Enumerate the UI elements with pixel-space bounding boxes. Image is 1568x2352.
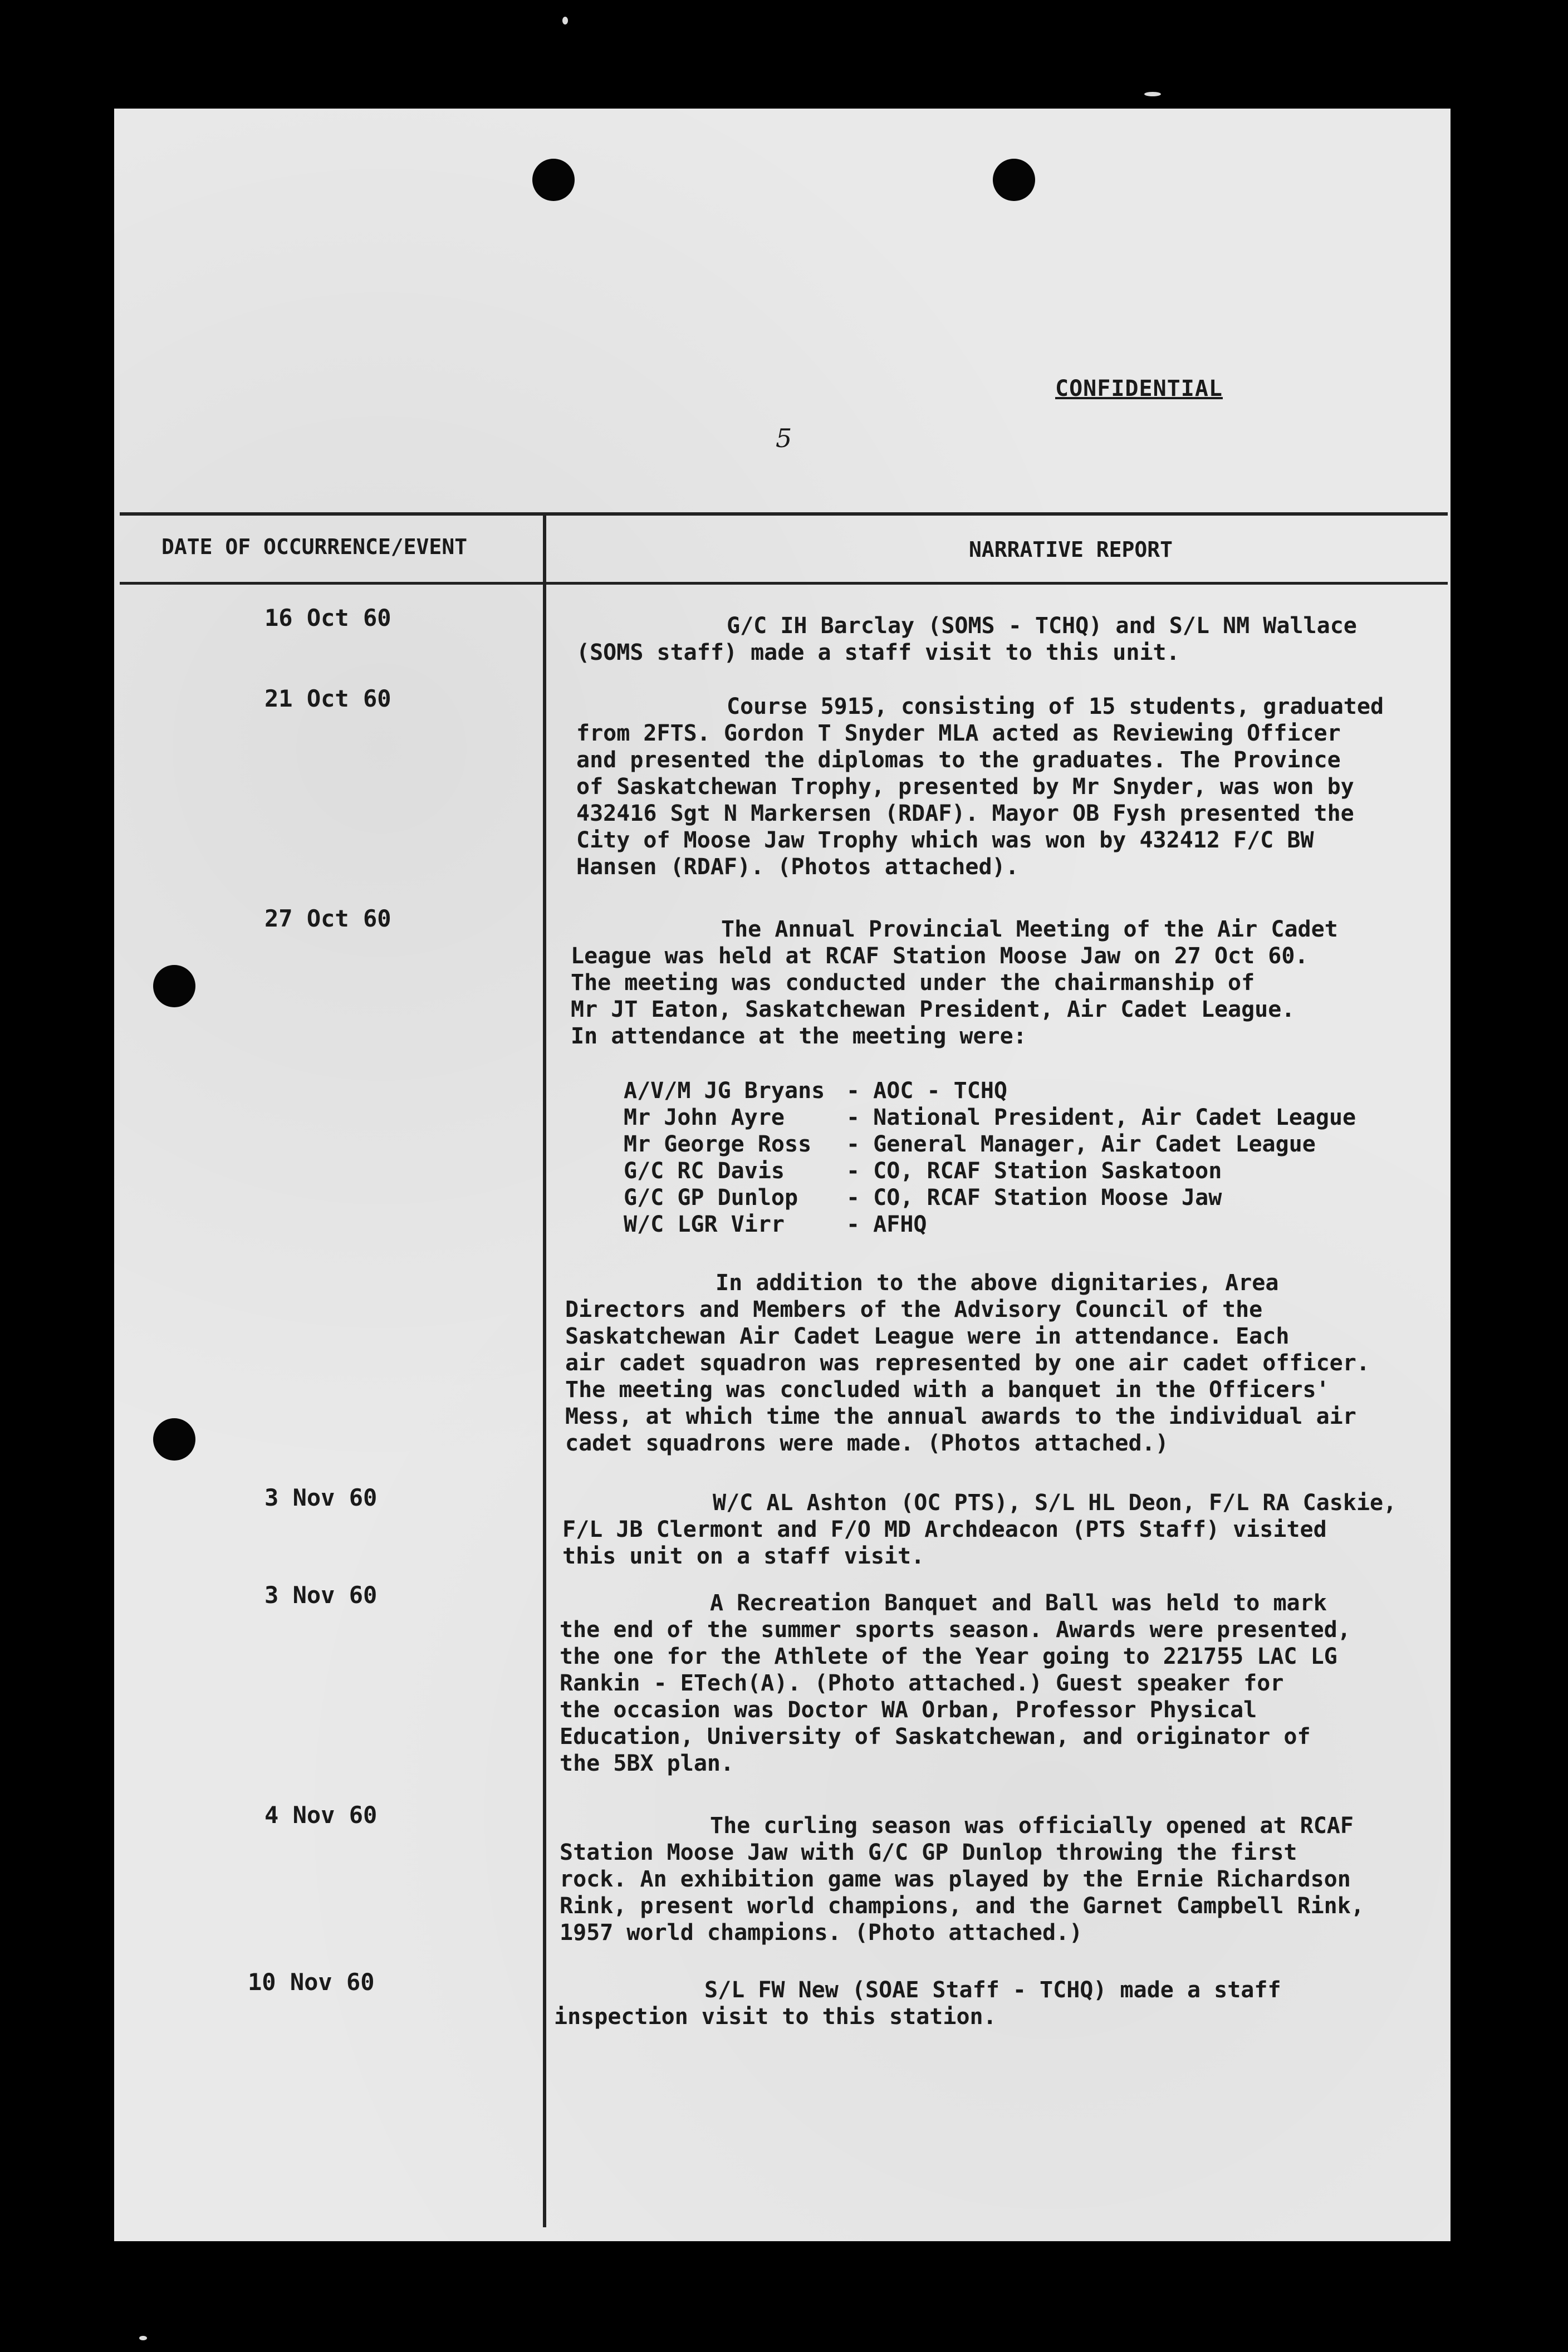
entry-text: Course 5915, consisting of 15 students, graduated from 2FTS. Gordon T Snyder MLA acted as Reviewing Officer and presented the diplomas to the graduates. The Province of Saskatchewan Trophy, presented by Mr Snyder, was won by 432416 Sgt N Markersen (RDAF). Mayor OB Fysh presented the City of Moose Jaw Trophy which was won by 432412 F/C BW Hansen (RDAF). (Photos attached). (576, 694, 1384, 880)
header-bottom-rule (120, 582, 1448, 585)
attendee-role: - National President, Air Cadet League (846, 1105, 1356, 1130)
attendee-role: - AFHQ (846, 1212, 927, 1237)
entry-date: 21 Oct 60 (264, 685, 391, 712)
scan-speck (1144, 92, 1161, 96)
entry-text-continued: In addition to the above dignitaries, Area Directors and Members of the Advisory Council of the Saskatchewan Air Cadet League were in attendance. Each air cadet squadron was represented by one air cadet officer. The meeting was concluded with a banquet in the Officers' Mess, at which time the annual awards to the individual air cadet squadrons were made. (Photos attached.) (565, 1270, 1370, 1456)
document-page (114, 109, 1451, 2241)
attendee-role: - General Manager, Air Cadet League (846, 1131, 1316, 1157)
attendee-name: Mr John Ayre (624, 1105, 785, 1130)
attendee-name: W/C LGR Virr (624, 1212, 785, 1237)
entry-date: 4 Nov 60 (264, 1801, 378, 1829)
entry-date: 3 Nov 60 (264, 1581, 378, 1609)
entry-date: 16 Oct 60 (264, 604, 391, 631)
attendee-name: G/C GP Dunlop (624, 1185, 798, 1211)
scan-speck (562, 17, 568, 24)
date-column-header: DATE OF OCCURRENCE/EVENT (161, 535, 468, 559)
punch-hole-side-lower (153, 1418, 195, 1461)
column-divider (543, 512, 546, 2227)
attendee-name: Mr George Ross (624, 1131, 812, 1157)
attendee-role: - CO, RCAF Station Saskatoon (846, 1158, 1222, 1184)
attendee-role: - AOC - TCHQ (846, 1078, 1007, 1104)
punch-hole-side-upper (153, 965, 195, 1007)
attendee-name: A/V/M JG Bryans (624, 1078, 825, 1104)
narrative-column-header: NARRATIVE REPORT (969, 537, 1173, 562)
document-header (114, 109, 1451, 515)
entry-text: W/C AL Ashton (OC PTS), S/L HL Deon, F/L RA Caskie, F/L JB Clermont and F/O MD Archdeacon (PTS Staff) visited this unit on a staff visit. (562, 1490, 1397, 1569)
entry-text: The Annual Provincial Meeting of the Air Cadet League was held at RCAF Station Moose Jaw on 27 Oct 60. The meeting was conducted under the chairmanship of Mr JT Eaton, Saskatchewan President, Air Cadet League. In attendance at the meeting were: (571, 917, 1338, 1049)
list-item (624, 1131, 1414, 1158)
table-top-rule (120, 512, 1448, 516)
entry-date: 27 Oct 60 (264, 905, 391, 932)
entry-text: A Recreation Banquet and Ball was held to mark the end of the summer sports season. Awards were presented, the one for the Athlete of the Year going to 221755 LAC LG Rankin - ETech(A). (Photo attached.) Guest speaker for the occasion was Doctor WA Orban, Professor Physical Education, University of Saskatchewan, and originator of the 5BX plan. (560, 1590, 1351, 1776)
list-item (624, 1184, 1414, 1211)
list-item (624, 1211, 1414, 1238)
scan-speck (139, 2336, 147, 2340)
classification-marking: CONFIDENTIAL (1055, 376, 1223, 401)
entry-text: G/C IH Barclay (SOMS - TCHQ) and S/L NM Wallace (SOMS staff) made a staff visit to this unit. (576, 613, 1357, 665)
entry-date: 10 Nov 60 (248, 1968, 375, 1996)
entry-text: S/L FW New (SOAE Staff - TCHQ) made a staff inspection visit to this station. (554, 1977, 1281, 2030)
attendee-name: G/C RC Davis (624, 1158, 785, 1184)
list-item (624, 1104, 1414, 1131)
entry-date: 3 Nov 60 (264, 1484, 378, 1511)
list-item (624, 1158, 1414, 1184)
attendee-role: - CO, RCAF Station Moose Jaw (846, 1185, 1222, 1211)
list-item (624, 1077, 1414, 1104)
entry-text: The curling season was officially opened at RCAF Station Moose Jaw with G/C GP Dunlop throwing the first rock. An exhibition game was played by the Ernie Richardson Rink, present world champions, and the Garnet Campbell Rink, 1957 world champions. (Photo attached.) (560, 1813, 1364, 1946)
attendee-list (624, 1077, 1414, 1238)
page-number: 5 (776, 423, 792, 453)
